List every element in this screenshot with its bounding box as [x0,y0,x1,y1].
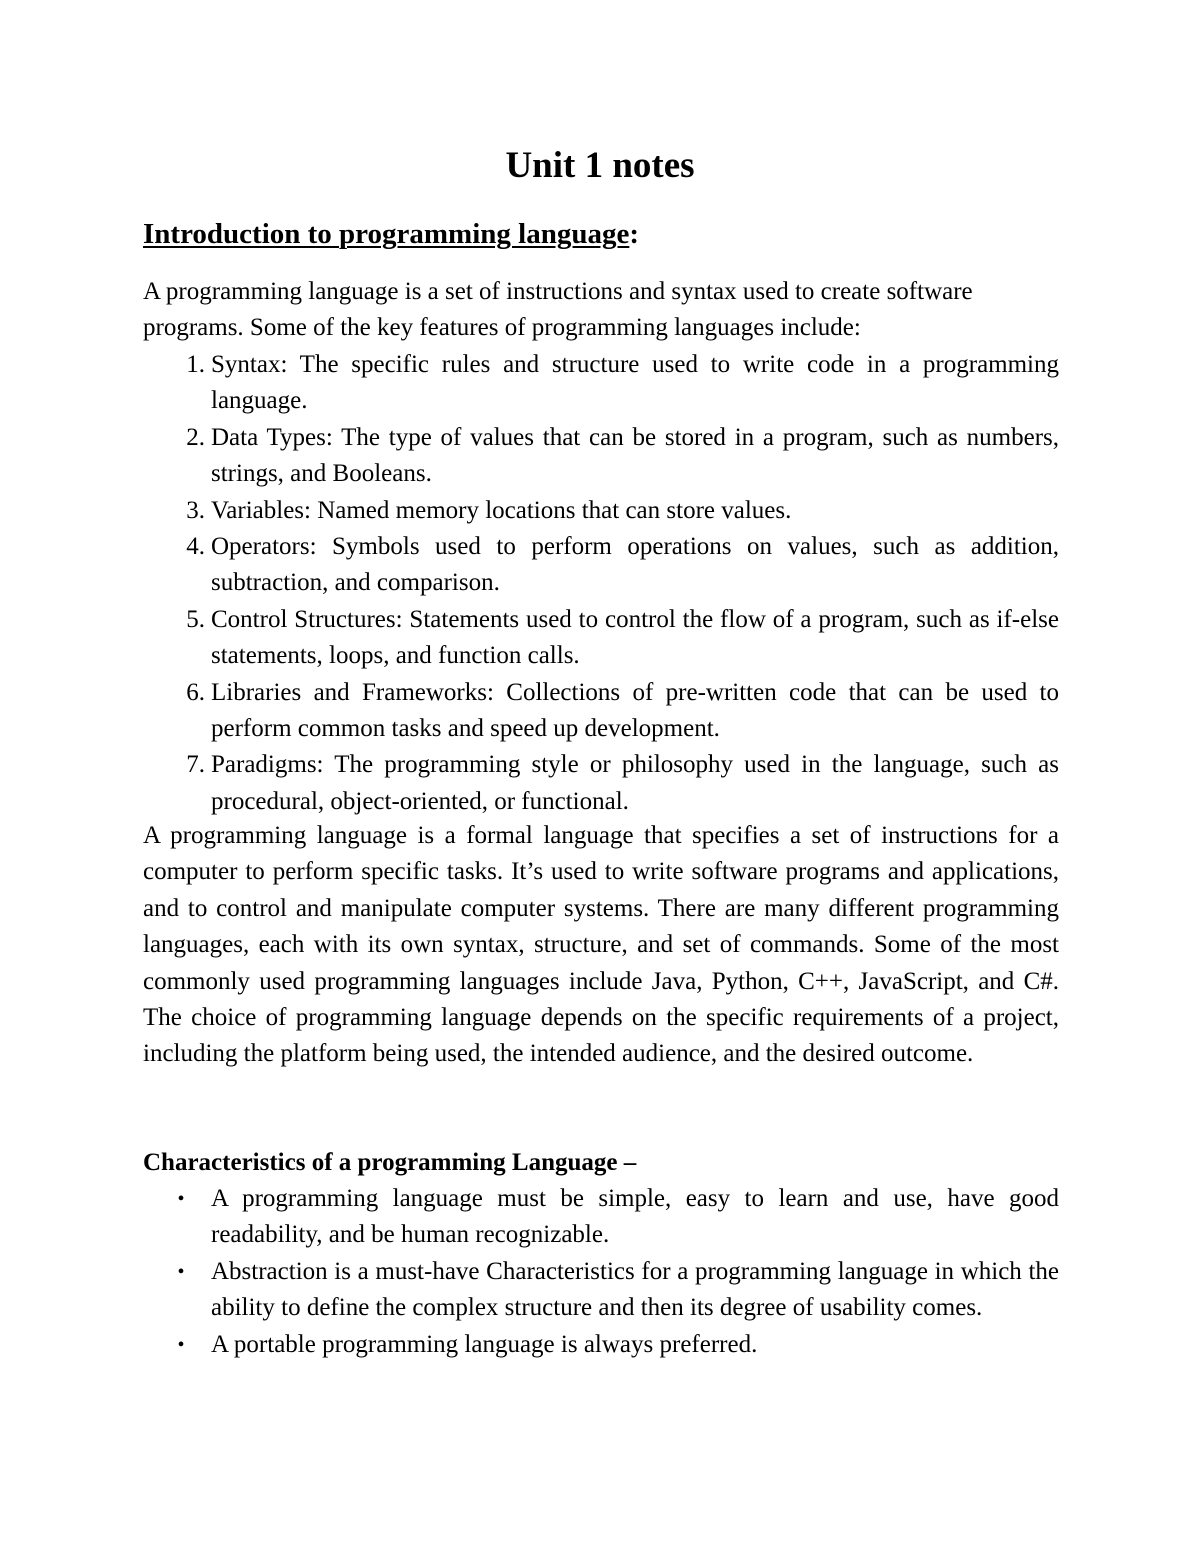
list-item-text: Operators: Symbols used to perform operations on values, such as addition, subtraction, and comparison. [211,533,1059,597]
intro-paragraph: A programming language is a set of instructions and syntax used to create software programs. Some of the key features of programming languages include: [143,278,973,342]
list-item-number: 1. [186,351,205,378]
bullet-icon: • [177,1333,185,1356]
list-item-number: 2. [186,423,205,451]
list-item [143,529,1059,602]
list-item-text: Data Types: The type of values that can be stored in a program, such as numbers, strings, and Booleans. [211,423,1059,488]
list-item [143,602,1059,675]
list-item-number: 3. [186,496,205,524]
list-item-text: Libraries and Frameworks: Collections of pre-written code that can be used to perform common tasks and speed up development. [211,678,1059,743]
list-item-text: Control Structures: Statements used to control the flow of a program, such as if-else statements, loops, and function calls. [211,605,1059,670]
list-item-text: Variables: Named memory locations that can store values. [211,496,792,524]
list-item-text: Paradigms: The programming style or philosophy used in the language, such as procedural, object-oriented, or functional. [211,751,1059,815]
list-item [143,675,1059,748]
characteristics-list [143,1181,1059,1363]
list-item-number: 6. [186,678,205,706]
section-heading-characteristics: Characteristics of a programming Language – [143,1149,637,1176]
features-list [143,347,1059,820]
section-heading-text: Introduction to programming language [143,218,630,250]
page-title: Unit 1 notes [505,145,695,186]
bullet-text: Abstraction is a must-have Characteristics for a programming language in which the ability to define the complex structure and then its degree of usability comes. [211,1257,1059,1322]
bullet-text: A portable programming language is always preferred. [211,1330,758,1358]
section-heading-colon: : [629,218,640,250]
section-heading-introduction [143,214,639,254]
bullet-icon: • [177,1188,185,1210]
list-item [143,493,1059,529]
list-item-number: 4. [186,533,205,561]
list-item [143,420,1059,493]
bullet-item [143,1181,1059,1254]
body-paragraph: A programming language is a formal language that specifies a set of instructions for a computer to perform specific tasks. It’s used to write software programs and applications, and to control and manipulate computer systems. There are many different programming languages, each with its own syntax, structure, and set of commands. Some of the most commonly used programming languages include Java, Python, C++, JavaScript, and C#. The choice of programming language depends on the specific requirements of a project, including the platform being used, the intended audience, and the desired outcome. [143,822,1059,1068]
list-item-number: 5. [186,605,205,633]
list-item [143,347,1059,420]
list-item [143,747,1059,820]
bullet-icon: • [177,1260,185,1283]
list-item-text: Syntax: The specific rules and structure used to write code in a programming language. [211,351,1059,415]
bullet-text: A programming language must be simple, easy to learn and use, have good readability, and be human recognizable. [211,1185,1059,1249]
list-item-number: 7. [186,751,205,779]
bullet-item [143,1327,1059,1363]
bullet-item [143,1254,1059,1327]
